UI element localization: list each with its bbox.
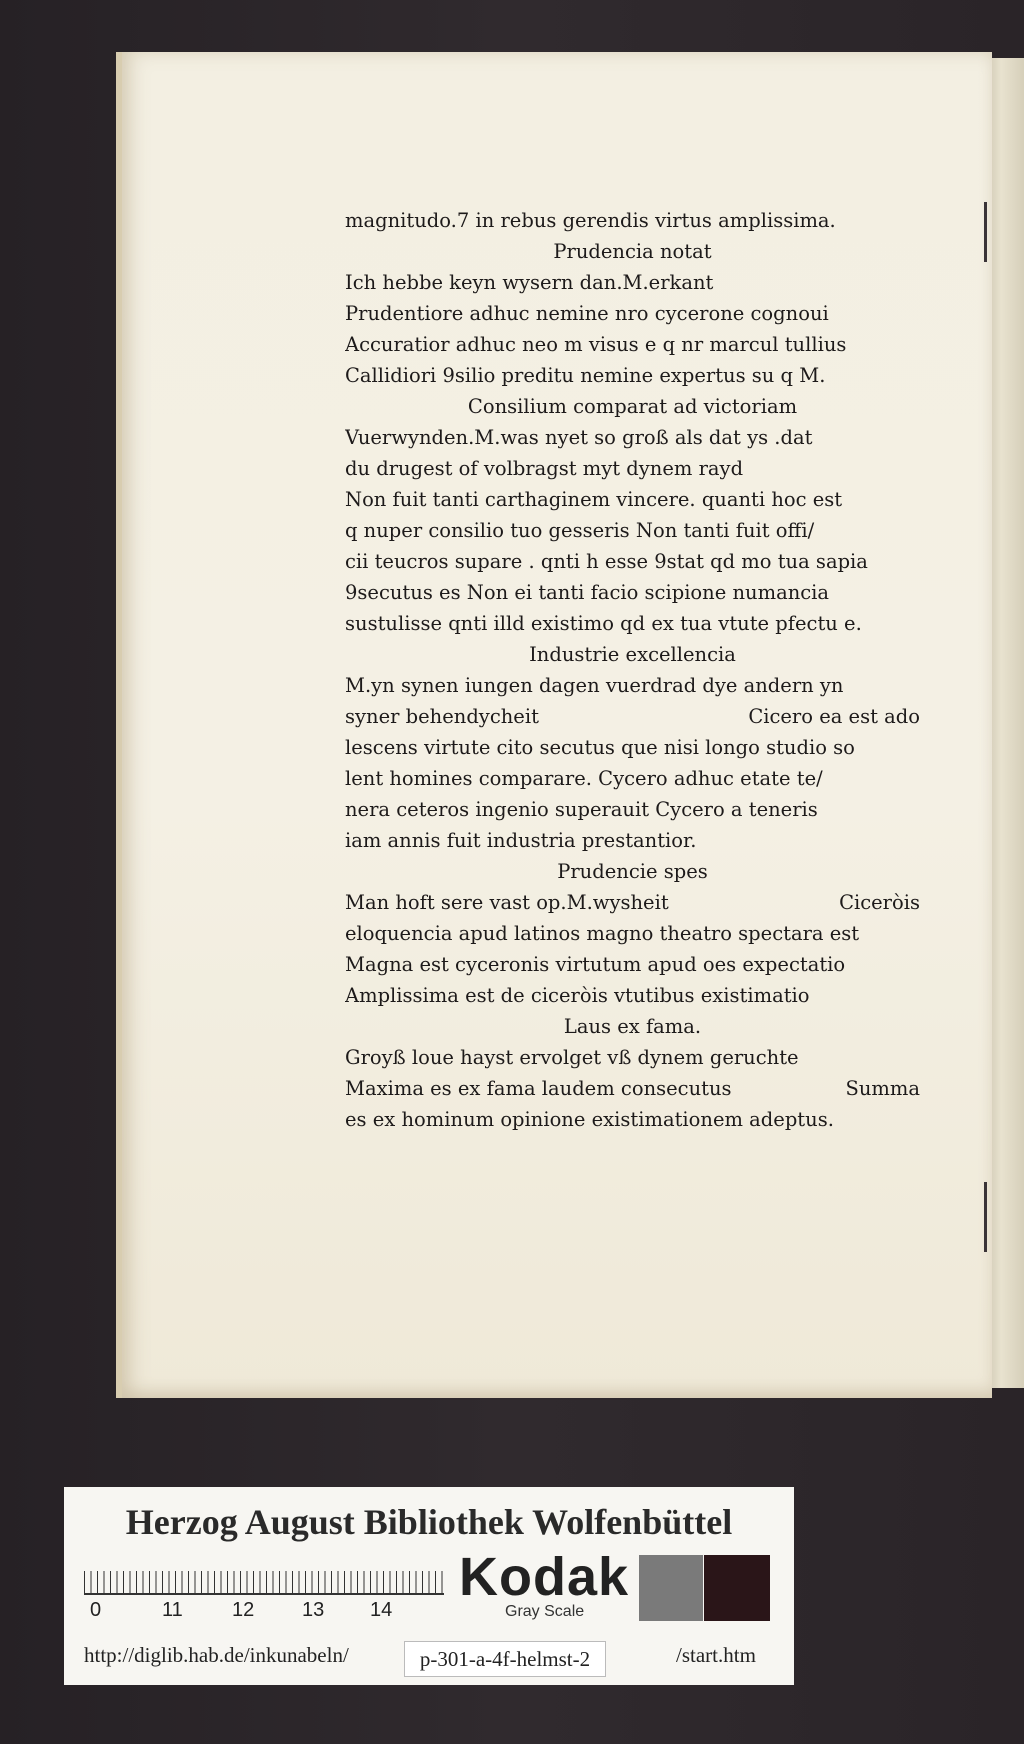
text-line: Prudentiore adhuc nemine nro cycerone cognoui: [345, 302, 829, 325]
text-line-right: Summa: [845, 1077, 920, 1100]
library-title: Herzog August Bibliothek Wolfenbüttel: [125, 1502, 733, 1542]
text-line-right: Ciceròis: [839, 891, 920, 914]
text-line: M.yn synen iungen dagen vuerdrad dye andern yn: [345, 674, 844, 697]
gutter-mark: [984, 202, 987, 262]
text-line: [345, 701, 920, 732]
text-line: lent homines comparare. Cycero adhuc etate te/: [345, 767, 823, 790]
incunabula-text: [345, 205, 920, 1165]
color-target-card: [64, 1487, 794, 1685]
text-line: [345, 1073, 920, 1104]
text-line: Vuerwynden.M.was nyet so groß als dat ys .dat: [345, 426, 813, 449]
section-heading: Prudencie spes: [557, 860, 708, 883]
text-line: magnitudo.7 in rebus gerendis virtus amplissima.: [345, 209, 836, 232]
text-line: nera ceteros ingenio superauit Cycero a teneris: [345, 798, 818, 821]
url-id-box: p-301-a-4f-helmst-2: [404, 1641, 606, 1677]
text-line: iam annis fuit industria prestantior.: [345, 829, 697, 852]
text-line: Groyß loue hayst ervolget vß dynem geruchte: [345, 1046, 799, 1069]
gutter-mark: [984, 1182, 987, 1252]
ruler-number: 11: [162, 1599, 183, 1621]
ruler-numbers: [84, 1599, 444, 1625]
ruler-number: 13: [302, 1599, 325, 1621]
section-heading: Industrie excellencia: [529, 643, 736, 666]
text-line: Callidiori 9silio preditu nemine expertus su q M.: [345, 364, 826, 387]
text-line: q nuper consilio tuo gesseris Non tanti fuit offi/: [345, 519, 815, 542]
text-line-right: Cicero ea est ado: [748, 705, 920, 728]
measurement-ruler: [84, 1553, 444, 1595]
text-line: cii teucros supare . qnti h esse 9stat qd mo tua sapia: [345, 550, 868, 573]
ruler-number: 0: [90, 1599, 102, 1621]
text-line: Accuratior adhuc neo m visus e q nr marcul tullius: [345, 333, 847, 356]
text-line: 9secutus es Non ei tanti facio scipione numancia: [345, 581, 830, 604]
text-line-left: syner behendycheit: [345, 705, 539, 728]
url-base: http://diglib.hab.de/inkunabeln/: [84, 1643, 349, 1667]
text-line: es ex hominum opinione existimationem adeptus.: [345, 1108, 834, 1131]
text-line: Amplissima est de ciceròis vtutibus existimatio: [345, 984, 810, 1007]
kodak-label: [449, 1547, 649, 1620]
ruler-number: 12: [232, 1599, 255, 1621]
kodak-logo: Kodak: [459, 1547, 630, 1607]
text-line: lescens virtute cito secutus que nisi longo studio so: [345, 736, 855, 759]
url-row: [64, 1637, 794, 1677]
dark-patch: [704, 1555, 770, 1621]
text-line: eloquencia apud latinos magno theatro spectara est: [345, 922, 860, 945]
url-suffix: /start.htm: [676, 1643, 756, 1667]
text-line-left: Man hoft sere vast op.M.wysheit: [345, 891, 669, 914]
text-line: [345, 887, 920, 918]
section-heading: Consilium comparat ad victoriam: [467, 395, 798, 418]
text-line: Non fuit tanti carthaginem vincere. quanti hoc est: [345, 488, 843, 511]
text-line-left: Maxima es ex fama laudem consecutus: [345, 1077, 732, 1100]
gray-patch: [639, 1555, 703, 1621]
text-line: sustulisse qnti illd existimo qd ex tua vtute pfectu e.: [345, 612, 862, 635]
section-heading: Prudencia notat: [553, 240, 712, 263]
ruler-number: 14: [370, 1599, 393, 1621]
text-line: Magna est cyceronis virtutum apud oes expectatio: [345, 953, 846, 976]
text-line: Ich hebbe keyn wysern dan.M.erkant: [345, 271, 714, 294]
text-line: du drugest of volbragst myt dynem rayd: [345, 457, 744, 480]
section-heading: Laus ex fama.: [563, 1015, 702, 1038]
gray-scale-label: Gray Scale: [505, 1603, 585, 1620]
